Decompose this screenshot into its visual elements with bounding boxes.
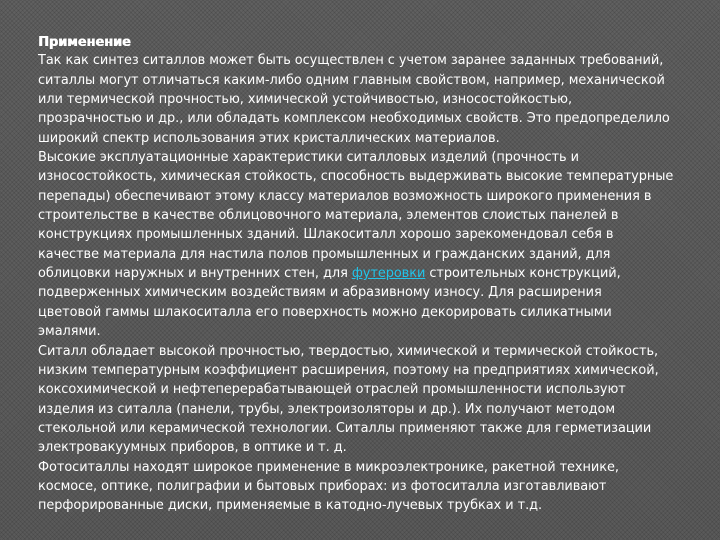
- text-line: перфорированные диски, применяемые в катодно-лучевых трубках и т.д.: [38, 498, 543, 514]
- text-line: Так как синтез ситаллов может быть осуществлен с учетом заранее заданных требований,: [38, 53, 664, 69]
- text-line: Высокие эксплуатационные характеристики ситалловых изделий (прочность и: [38, 150, 579, 166]
- text-segment: облицовки наружных и внутренних стен, для: [38, 266, 352, 282]
- text-line: космосе, оптике, полиграфии и бытовых приборах: из фотоситалла изготавливают: [38, 478, 607, 494]
- text-line: изделия из ситалла (панели, трубы, электроизоляторы и др.). Их получают методом: [38, 401, 616, 417]
- text-line: эмалями.: [38, 324, 101, 340]
- text-line: перепады) обеспечивают этому классу материалов возможность широкого применения в: [38, 188, 652, 204]
- text-line: Ситалл обладает высокой прочностью, твердостью, химической и термической стойкость,: [38, 343, 659, 359]
- text-line: конструкциях промышленных зданий. Шлакоситалл хорошо зарекомендовал себя в: [38, 227, 614, 243]
- text-line: электровакуумных приборов, в оптике и т. д.: [38, 440, 347, 456]
- slide-body: [38, 32, 700, 516]
- text-line: широкий спектр использования этих кристаллических материалов.: [38, 130, 500, 146]
- text-line: коксохимической и нефтеперерабатывающей отраслей промышленности используют: [38, 382, 626, 398]
- text-line: Фотоситаллы находят широкое применение в микроэлектронике, ракетной технике,: [38, 459, 619, 475]
- text-line: или термической прочностью, химической устойчивостью, износостойкостью,: [38, 92, 573, 108]
- text-line: прозрачностью и др., или обладать комплексом необходимых свойств. Это предопределило: [38, 111, 670, 127]
- text-segment: строительных конструкций,: [425, 266, 621, 282]
- text-line: стекольной или керамической технологии. Ситаллы применяют также для герметизации: [38, 420, 652, 436]
- text-line: строительстве в качестве облицовочного материала, элементов слоистых панелей в: [38, 208, 619, 224]
- futerovka-link[interactable]: футеровки: [351, 266, 426, 282]
- text-line: подверженных химическим воздействиям и абразивному износу. Для расширения: [38, 285, 602, 301]
- text-line: ситаллы могут отличаться каким-либо одним главным свойством, например, механической: [38, 72, 665, 88]
- slide-heading: Применение: [38, 35, 131, 50]
- text-line-with-link: [38, 264, 700, 283]
- text-line: цветовой гаммы шлакоситалла его поверхность можно декорировать силикатными: [38, 304, 612, 320]
- text-line: низким температурным коэффициент расширения, поэтому на предприятиях химической,: [38, 362, 659, 378]
- text-line: износостойкость, химическая стойкость, способность выдерживать высокие температурные: [38, 169, 674, 185]
- text-line: качестве материала для настила полов промышленных и гражданских зданий, для: [38, 246, 611, 262]
